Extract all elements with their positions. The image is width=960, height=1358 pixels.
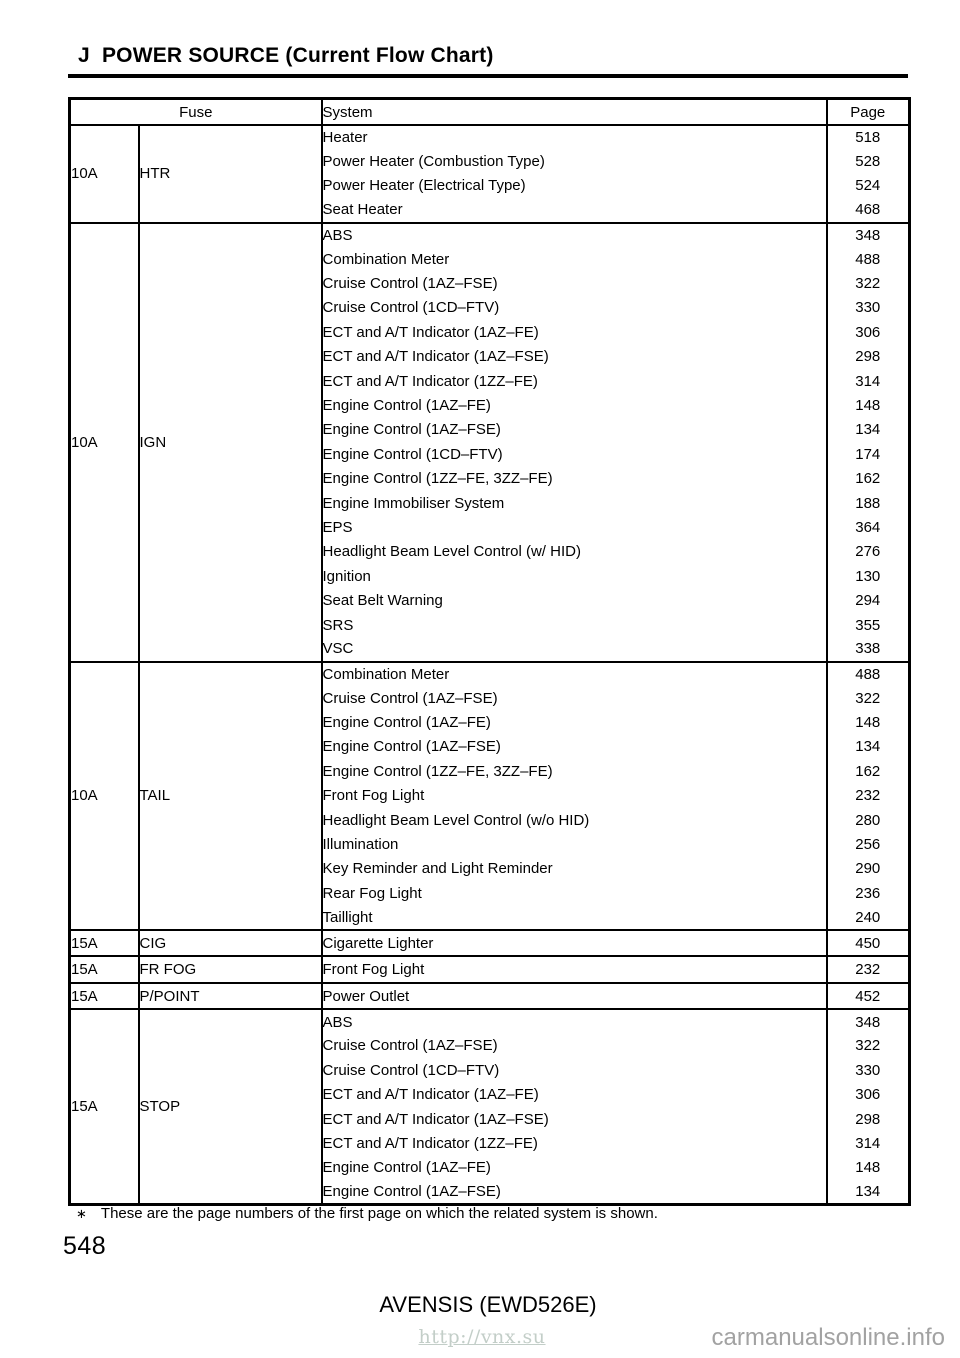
system-cell: ECT and A/T Indicator (1AZ–FSE) xyxy=(322,1107,827,1131)
system-cell: Engine Control (1AZ–FSE) xyxy=(322,1180,827,1204)
system-cell: Headlight Beam Level Control (w/o HID) xyxy=(322,808,827,832)
page-cell: 232 xyxy=(855,787,881,805)
system-cell: Combination Meter xyxy=(322,247,827,271)
page-cell: 130 xyxy=(855,567,881,585)
fuse-name-cell: P/POINT xyxy=(139,983,322,1010)
page-title: J POWER SOURCE (Current Flow Chart) xyxy=(78,44,494,67)
system-cell: ABS xyxy=(322,223,827,247)
fuse-amp-cell: 10A xyxy=(70,662,139,930)
section-title-block xyxy=(68,44,908,78)
fuse-name-cell: IGN xyxy=(139,223,322,662)
page-cell: 452 xyxy=(855,987,881,1005)
system-cell: Engine Control (1AZ–FE) xyxy=(322,1156,827,1180)
page-cell: 330 xyxy=(855,299,881,317)
system-cell: Engine Immobiliser System xyxy=(322,491,827,515)
page-cell: 276 xyxy=(855,543,881,561)
system-cell: Heater xyxy=(322,125,827,149)
fuse-amp-cell: 15A xyxy=(70,956,139,983)
page-cell: 162 xyxy=(855,470,881,488)
page-cell: 518 xyxy=(855,129,881,147)
page-cell: 148 xyxy=(855,714,881,732)
system-cell: Engine Control (1AZ–FE) xyxy=(322,710,827,734)
page-cell: 322 xyxy=(855,689,881,707)
page-cell: 314 xyxy=(855,372,881,390)
system-cell: Cruise Control (1CD–FTV) xyxy=(322,296,827,320)
page-cell: 322 xyxy=(855,1037,881,1055)
page-cell: 322 xyxy=(855,275,881,293)
system-cell: Engine Control (1ZZ–FE, 3ZZ–FE) xyxy=(322,466,827,490)
page-cell: 294 xyxy=(855,592,881,610)
watermark-url: http://vnx.su xyxy=(418,1326,546,1348)
system-cell: ECT and A/T Indicator (1AZ–FE) xyxy=(322,320,827,344)
fuse-name-cell: FR FOG xyxy=(139,956,322,983)
system-cell: Combination Meter xyxy=(322,662,827,686)
page-cell: 240 xyxy=(855,908,881,926)
system-cell: ECT and A/T Indicator (1ZZ–FE) xyxy=(322,369,827,393)
manual-name: AVENSIS (EWD526E) xyxy=(379,1292,597,1317)
system-cell: Seat Heater xyxy=(322,198,827,222)
table-row xyxy=(70,983,910,1010)
system-cell: Front Fog Light xyxy=(322,784,827,808)
page-cell: 148 xyxy=(855,1159,881,1177)
fuse-amp-cell: 15A xyxy=(70,983,139,1010)
page-cell: 188 xyxy=(855,494,881,512)
page-cell: 148 xyxy=(855,396,881,414)
page-cell: 298 xyxy=(855,348,881,366)
table-row xyxy=(70,956,910,983)
page-cell: 280 xyxy=(855,811,881,829)
fuse-amp-cell: 10A xyxy=(70,223,139,662)
system-cell: Key Reminder and Light Reminder xyxy=(322,857,827,881)
footnote xyxy=(76,1205,658,1222)
column-header-system: System xyxy=(322,99,827,126)
page-cell: 306 xyxy=(855,323,881,341)
page-cell: 236 xyxy=(855,884,881,902)
system-cell: Power Heater (Combustion Type) xyxy=(322,149,827,173)
system-cell: ECT and A/T Indicator (1ZZ–FE) xyxy=(322,1131,827,1155)
page-cell: 162 xyxy=(855,762,881,780)
fuse-table xyxy=(68,97,911,1206)
system-cell: Engine Control (1AZ–FSE) xyxy=(322,418,827,442)
system-cell: Engine Control (1ZZ–FE, 3ZZ–FE) xyxy=(322,759,827,783)
fuse-amp-cell: 15A xyxy=(70,930,139,957)
page-cell: 364 xyxy=(855,518,881,536)
page-number: 548 xyxy=(63,1232,107,1260)
system-cell: Power Heater (Electrical Type) xyxy=(322,174,827,198)
page-cell: 232 xyxy=(855,961,881,979)
page-cell: 468 xyxy=(855,201,881,219)
table-row xyxy=(70,930,910,957)
fuse-amp-cell: 10A xyxy=(70,125,139,223)
page-cell: 256 xyxy=(855,836,881,854)
fuse-name-cell: HTR xyxy=(139,125,322,223)
system-cell: Seat Belt Warning xyxy=(322,588,827,612)
page-cell: 488 xyxy=(855,665,881,683)
system-cell: Ignition xyxy=(322,564,827,588)
fuse-name-cell: TAIL xyxy=(139,662,322,930)
table-row xyxy=(70,125,910,149)
system-cell: Cruise Control (1CD–FTV) xyxy=(322,1058,827,1082)
fuse-amp-cell: 15A xyxy=(70,1009,139,1204)
fuse-group xyxy=(70,223,910,662)
fuse-group xyxy=(70,125,910,223)
system-cell: Headlight Beam Level Control (w/ HID) xyxy=(322,540,827,564)
table-header xyxy=(70,99,910,126)
page-cell: 348 xyxy=(855,226,881,244)
page-cell: 174 xyxy=(855,445,881,463)
column-header-page: Page xyxy=(827,99,910,126)
page-cell: 298 xyxy=(855,1110,881,1128)
fuse-name-cell: STOP xyxy=(139,1009,322,1204)
system-cell: Illumination xyxy=(322,832,827,856)
page-cell: 488 xyxy=(855,250,881,268)
page-cell: 524 xyxy=(855,177,881,195)
page-cell: 134 xyxy=(855,421,881,439)
system-cell: EPS xyxy=(322,515,827,539)
system-cell: Rear Fog Light xyxy=(322,881,827,905)
page-cell: 330 xyxy=(855,1061,881,1079)
page-cell: 134 xyxy=(855,1183,881,1201)
page-cell: 306 xyxy=(855,1086,881,1104)
page-cell: 338 xyxy=(855,640,881,658)
system-cell: ABS xyxy=(322,1009,827,1033)
system-cell: Engine Control (1AZ–FE) xyxy=(322,393,827,417)
system-cell: Cruise Control (1AZ–FSE) xyxy=(322,1034,827,1058)
fuse-group xyxy=(70,1009,910,1204)
system-cell: VSC xyxy=(322,637,827,661)
footnote-text: These are the page numbers of the first page on which the related system is shown. xyxy=(100,1205,658,1222)
system-cell: Cruise Control (1AZ–FSE) xyxy=(322,271,827,295)
page-cell: 348 xyxy=(855,1013,881,1031)
system-cell: Cigarette Lighter xyxy=(322,930,827,957)
system-cell: ECT and A/T Indicator (1AZ–FSE) xyxy=(322,345,827,369)
fuse-group xyxy=(70,662,910,930)
fuse-group xyxy=(70,930,910,957)
system-cell: Power Outlet xyxy=(322,983,827,1010)
system-cell: Taillight xyxy=(322,906,827,930)
page-cell: 528 xyxy=(855,153,881,171)
system-cell: Cruise Control (1AZ–FSE) xyxy=(322,686,827,710)
table-row xyxy=(70,662,910,686)
fuse-group xyxy=(70,983,910,1010)
page-cell: 290 xyxy=(855,860,881,878)
system-cell: Front Fog Light xyxy=(322,956,827,983)
system-cell: SRS xyxy=(322,613,827,637)
asterisk-symbol: ∗ xyxy=(76,1206,87,1221)
table-row xyxy=(70,1009,910,1033)
page-cell: 355 xyxy=(855,616,881,634)
fuse-name-cell: CIG xyxy=(139,930,322,957)
system-cell: Engine Control (1AZ–FSE) xyxy=(322,735,827,759)
page-cell: 314 xyxy=(855,1135,881,1153)
page-cell: 134 xyxy=(855,738,881,756)
current-flow-table-wrap xyxy=(68,97,908,1206)
page-cell: 450 xyxy=(855,934,881,952)
system-cell: Engine Control (1CD–FTV) xyxy=(322,442,827,466)
watermark-site: carmanualsonline.info xyxy=(711,1324,945,1351)
table-row xyxy=(70,223,910,247)
column-header-fuse: Fuse xyxy=(70,99,322,126)
system-cell: ECT and A/T Indicator (1AZ–FE) xyxy=(322,1083,827,1107)
fuse-group xyxy=(70,956,910,983)
